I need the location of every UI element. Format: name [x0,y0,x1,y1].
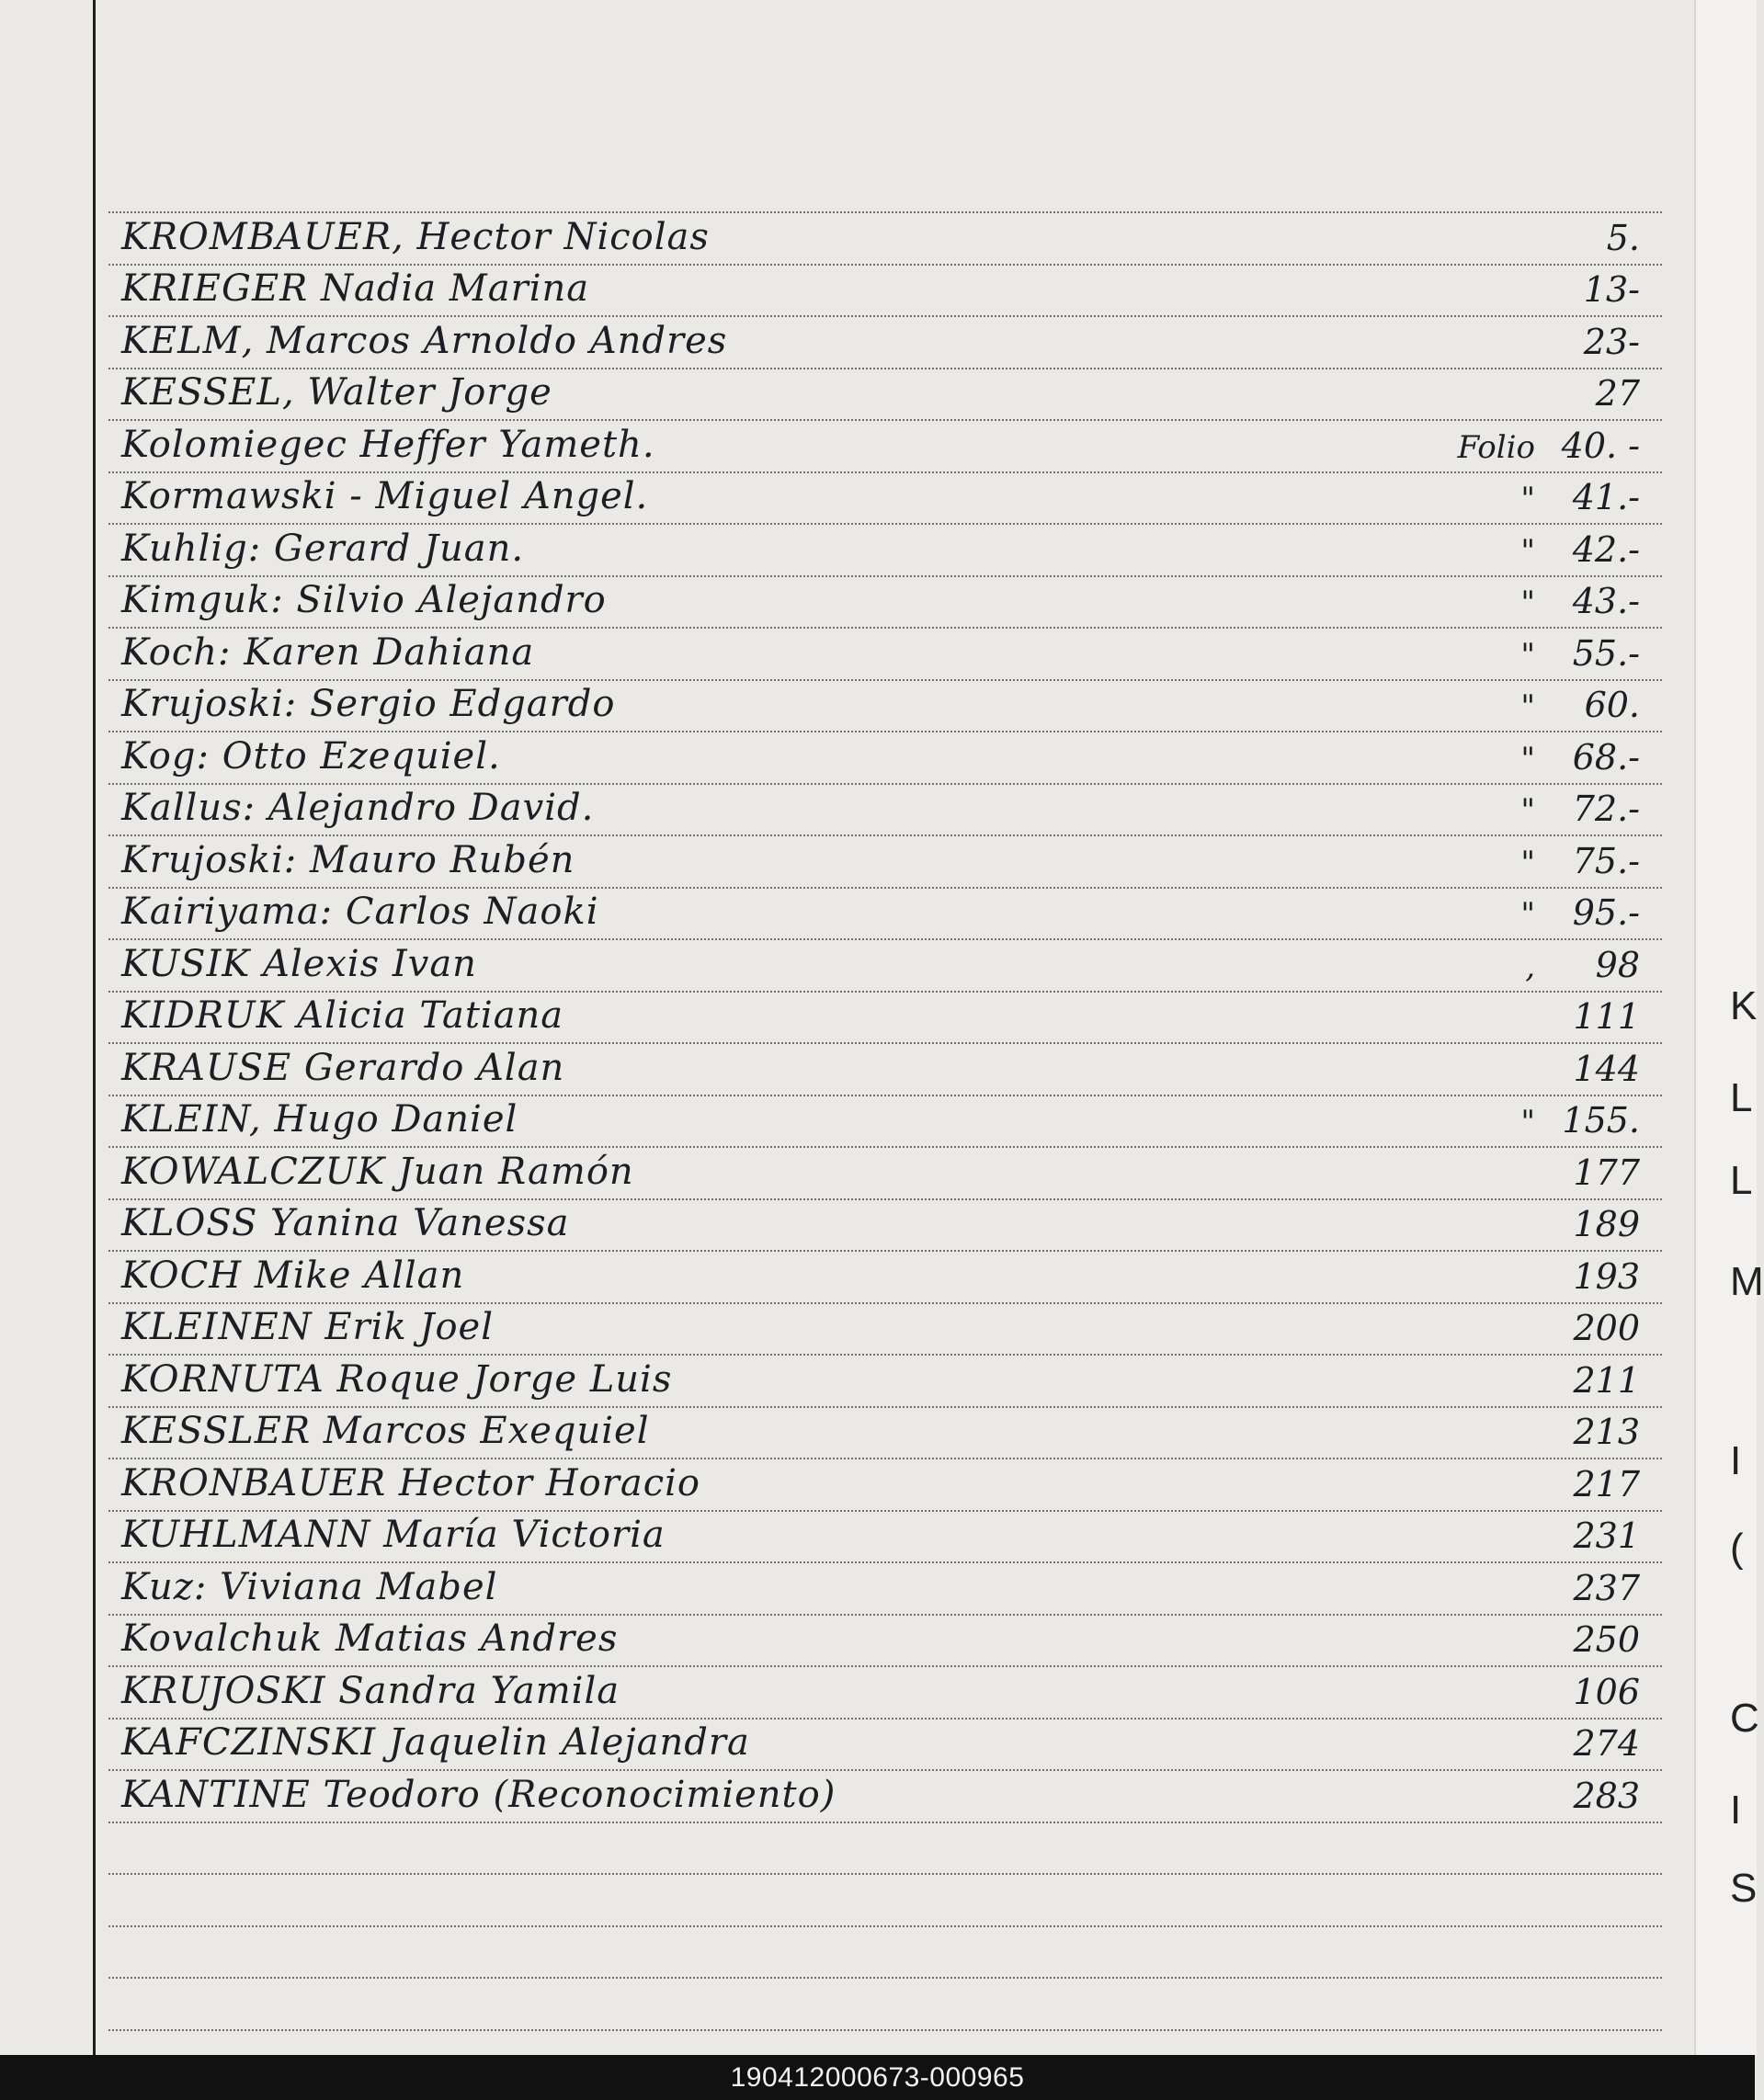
register-entry [108,1718,1662,1769]
register-entry [108,524,1662,575]
entry-folio: 72.- [1572,789,1640,829]
ruled-line [108,1977,1662,1979]
entry-folio: 200 [1573,1308,1640,1348]
entry-folio: 193 [1573,1255,1640,1297]
register-entry [108,783,1662,834]
register-entry [108,1614,1662,1665]
entry-name: KROMBAUER, Hector Nicolas [121,215,710,258]
entry-folio: 43.- [1572,581,1640,621]
entry-folio: 95.- [1572,892,1640,933]
entry-folio: 68.- [1572,736,1640,778]
edge-letter: L [1730,1075,1753,1120]
register-entry [108,835,1662,887]
entry-name: KAFCZINSKI Jaquelin Alejandra [121,1721,750,1764]
entry-folio: 155. [1562,1100,1640,1141]
entry-folio: 217 [1573,1463,1640,1504]
entry-folio-prefix: " [1520,844,1535,881]
entry-folio-prefix: " [1520,792,1535,829]
register-entry [108,732,1662,783]
entry-name: Kormawski - Miguel Angel. [121,475,649,517]
register-entry [108,887,1662,938]
entry-name: KESSEL, Walter Jorge [121,371,552,414]
entry-folio-prefix: " [1520,532,1535,570]
ruled-line [108,1822,1662,1823]
register-entry [108,1198,1662,1250]
entry-name: KIDRUK Alicia Tatiana [121,994,564,1037]
entry-folio: 177 [1573,1152,1640,1193]
entry-name: KRUJOSKI Sandra Yamila [121,1669,620,1712]
entry-name: Koch: Karen Dahiana [121,630,535,674]
register-entry [108,679,1662,731]
entry-name: KLEIN, Hugo Daniel [121,1098,518,1141]
entry-name: Kallus: Alejandro David. [121,787,595,829]
register-entry [108,1666,1662,1718]
entry-name: KRIEGER Nadia Marina [121,267,590,310]
edge-letter: M [1730,1259,1764,1304]
entry-folio-prefix: " [1520,688,1535,725]
entry-name: KANTINE Teodoro (Reconocimiento) [121,1773,836,1816]
entry-name: KELM, Marcos Arnoldo Andres [121,319,728,362]
entry-folio: 189 [1573,1204,1640,1244]
register-entry [108,1302,1662,1354]
entry-name: KOWALCZUK Juan Ramón [121,1150,634,1193]
register-entry [108,1770,1662,1822]
ruled-line [108,1925,1662,1927]
entry-folio: 55.- [1572,632,1640,674]
entry-folio: 250 [1573,1619,1640,1660]
register-entry [108,1355,1662,1406]
register-entry [108,264,1662,315]
entry-name: Kuhlig: Gerard Juan. [121,527,525,570]
register-entry [108,1459,1662,1510]
entry-folio: 283 [1573,1775,1640,1816]
register-entry [108,1095,1662,1146]
entry-name: Kog: Otto Ezequiel. [121,734,501,778]
entry-folio: 106 [1573,1671,1640,1712]
entry-folio: 231 [1573,1515,1640,1556]
register-entry [108,628,1662,679]
edge-letter: C [1730,1696,1759,1741]
register-entry [108,420,1662,471]
entry-name: KLOSS Yanina Vanessa [121,1202,570,1244]
entry-folio: 5. [1606,217,1640,258]
entry-folio: 60. [1584,685,1640,725]
entry-folio: 75.- [1572,840,1640,881]
register-entry [108,1510,1662,1561]
entry-name: KLEINEN Erik Joel [121,1306,495,1348]
entry-folio: 40. - [1561,425,1640,466]
entry-folio-prefix: Folio [1457,428,1535,466]
edge-letter: I [1730,1788,1742,1833]
register-entry [108,991,1662,1042]
entry-folio-prefix: " [1520,896,1535,933]
entry-folio: 41.- [1572,477,1640,517]
entry-name: KUHLMANN María Victoria [121,1514,666,1556]
register-entry [108,212,1662,264]
entry-name: Kolomiegec Heffer Yameth. [121,423,655,466]
entry-name: KUSIK Alexis Ivan [121,942,477,985]
entry-folio: 27 [1595,373,1640,414]
edge-letter: K [1730,983,1758,1028]
entry-folio: 144 [1573,1048,1640,1089]
entry-folio: 237 [1573,1567,1640,1608]
entry-name: KRAUSE Gerardo Alan [121,1046,565,1089]
register-entry [108,1251,1662,1302]
entry-folio-prefix: " [1520,636,1535,674]
register-entry [108,1406,1662,1458]
entry-folio-prefix: " [1520,740,1535,778]
register-entry [108,575,1662,627]
entry-folio-prefix: " [1520,481,1535,517]
register-entry [108,1147,1662,1198]
entry-folio: 211 [1573,1359,1640,1401]
entry-folio: 98 [1595,944,1640,985]
entry-name: Kovalchuk Matias Andres [121,1618,619,1660]
footer-code: 190412000673-000965 [730,2061,1025,2093]
margin-rule [93,0,96,2055]
entry-folio: 111 [1573,996,1640,1037]
entry-folio-prefix: " [1520,585,1535,621]
entry-name: Kuz: Viviana Mabel [121,1565,498,1608]
entry-folio: 13- [1583,269,1640,310]
edge-letter: L [1730,1158,1753,1203]
entry-folio: 274 [1573,1723,1640,1764]
register-entry [108,471,1662,523]
entry-name: Kimguk: Silvio Alejandro [121,579,607,621]
entry-folio: 213 [1573,1412,1640,1452]
entry-folio: 23- [1583,321,1640,362]
entry-name: KOCH Mike Allan [121,1254,465,1297]
register-entry [108,939,1662,991]
ruled-line [108,2029,1662,2031]
edge-letter: ( [1730,1526,1744,1571]
footer-bar [0,2055,1755,2100]
entry-name: Kairiyama: Carlos Naoki [121,891,599,933]
entry-name: Krujoski: Mauro Rubén [121,838,575,881]
ruled-line [108,1873,1662,1875]
edge-letter: S [1730,1866,1758,1911]
entry-folio: 42.- [1572,528,1640,570]
edge-letter: I [1730,1438,1742,1483]
entry-folio-prefix: , [1525,948,1535,985]
entry-name: KESSLER Marcos Exequiel [121,1410,650,1452]
register-entry [108,1043,1662,1095]
register-entry [108,1562,1662,1614]
entry-folio-prefix: " [1520,1104,1535,1141]
entry-name: KRONBAUER Hector Horacio [121,1461,700,1504]
entry-name: Krujoski: Sergio Edgardo [121,683,616,725]
entry-name: KORNUTA Roque Jorge Luis [121,1357,673,1401]
register-entry [108,368,1662,419]
register-entry [108,316,1662,368]
